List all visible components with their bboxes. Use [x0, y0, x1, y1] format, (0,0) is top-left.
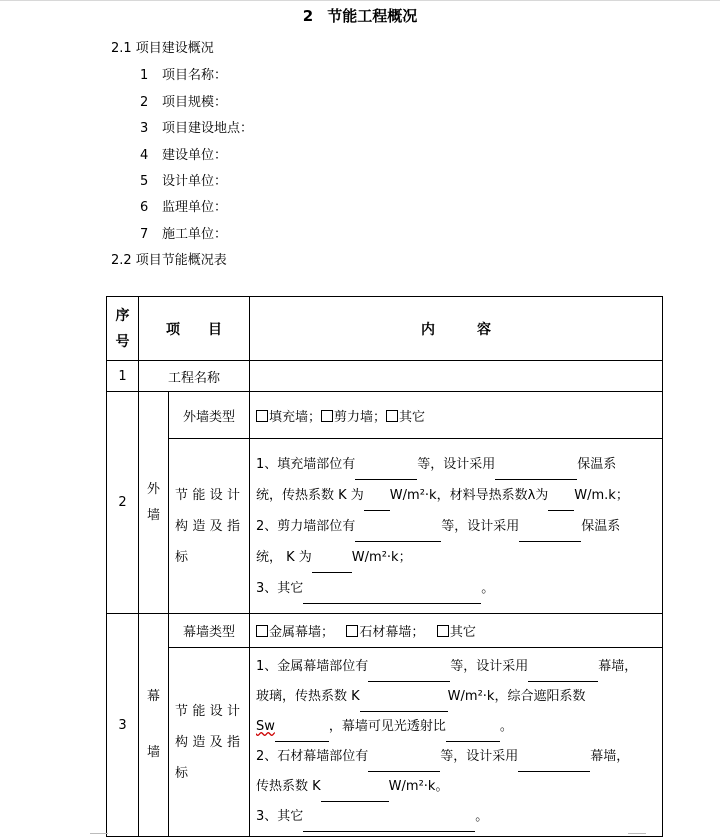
- row3-seq: 3: [107, 614, 139, 837]
- subsection-heading-2-1: 2.1 项目建设概况: [111, 41, 214, 56]
- subsection-heading-2-2: 2.2 项目节能概况表: [111, 253, 227, 268]
- info-item: 5 设计单位：: [140, 174, 228, 189]
- checkbox-icon[interactable]: [346, 625, 358, 637]
- row1-item: 工程名称: [139, 361, 250, 392]
- table-header-row: [107, 297, 663, 361]
- page-top-rule: [0, 0, 720, 1]
- info-item: 6 监理单位：: [140, 200, 228, 215]
- info-item: 3 项目建设地点：: [140, 121, 254, 136]
- row3-type-label: 幕墙类型: [169, 614, 250, 648]
- info-item: 1 项目名称：: [140, 68, 228, 83]
- row2-seq: 2: [107, 392, 139, 614]
- row2-spec-label: 节能设计构造及指标: [169, 439, 250, 614]
- header-seq: 序 号: [107, 297, 139, 361]
- header-content: 内 容: [250, 297, 663, 361]
- row3-spec-label: 节能设计构造及指标: [169, 648, 250, 837]
- row3-spec-content: 1、金属幕墙部位有 等，设计采用 幕墙， 玻璃，传热系数 K W/m²·k，综合遮阳系数 Sw ，幕墙可见光透射比 。 2、石材幕墙部位有 等，设计采用 幕墙， 传热系数 K W/m²·k。 3、其它 。: [250, 648, 663, 837]
- checkbox-icon[interactable]: [386, 410, 398, 422]
- info-item: 7 施工单位：: [140, 227, 228, 242]
- row2-category: 外 墙: [139, 392, 169, 614]
- row2-type-label: 外墙类型: [169, 392, 250, 439]
- row2-type-options: 填充墙； 剪力墙； 其它: [250, 392, 663, 439]
- table-row: [107, 392, 663, 439]
- section-title-text: 节能工程概况: [327, 7, 418, 25]
- checkbox-icon[interactable]: [256, 410, 268, 422]
- header-item: 项 目: [139, 297, 250, 361]
- checkbox-icon[interactable]: [256, 625, 268, 637]
- table-row: [107, 361, 663, 392]
- page-corner-mark: [90, 833, 108, 839]
- table-row: [107, 439, 663, 614]
- table-row: [107, 614, 663, 648]
- info-item: 2 项目规模：: [140, 95, 228, 110]
- section-number: 2: [302, 7, 314, 25]
- row3-type-options: 金属幕墙； 石材幕墙； 其它: [250, 614, 663, 648]
- row3-category: 幕 墙: [139, 614, 169, 837]
- section-title: [0, 5, 720, 26]
- info-item: 4 建设单位：: [140, 148, 228, 163]
- row2-spec-content: 1、填充墙部位有 等，设计采用 保温系 统，传热系数 K 为 W/m²·k，材料导热系数λ为 W/m.k； 2、剪力墙部位有 等，设计采用 保温系 统， K 为 W/m²·k； 3、其它 。: [250, 439, 663, 614]
- row1-content: [250, 361, 663, 392]
- table-row: [107, 648, 663, 837]
- checkbox-icon[interactable]: [437, 625, 449, 637]
- energy-summary-table: [106, 296, 663, 837]
- page-corner-mark: [628, 833, 646, 839]
- checkbox-icon[interactable]: [321, 410, 333, 422]
- row1-seq: 1: [107, 361, 139, 392]
